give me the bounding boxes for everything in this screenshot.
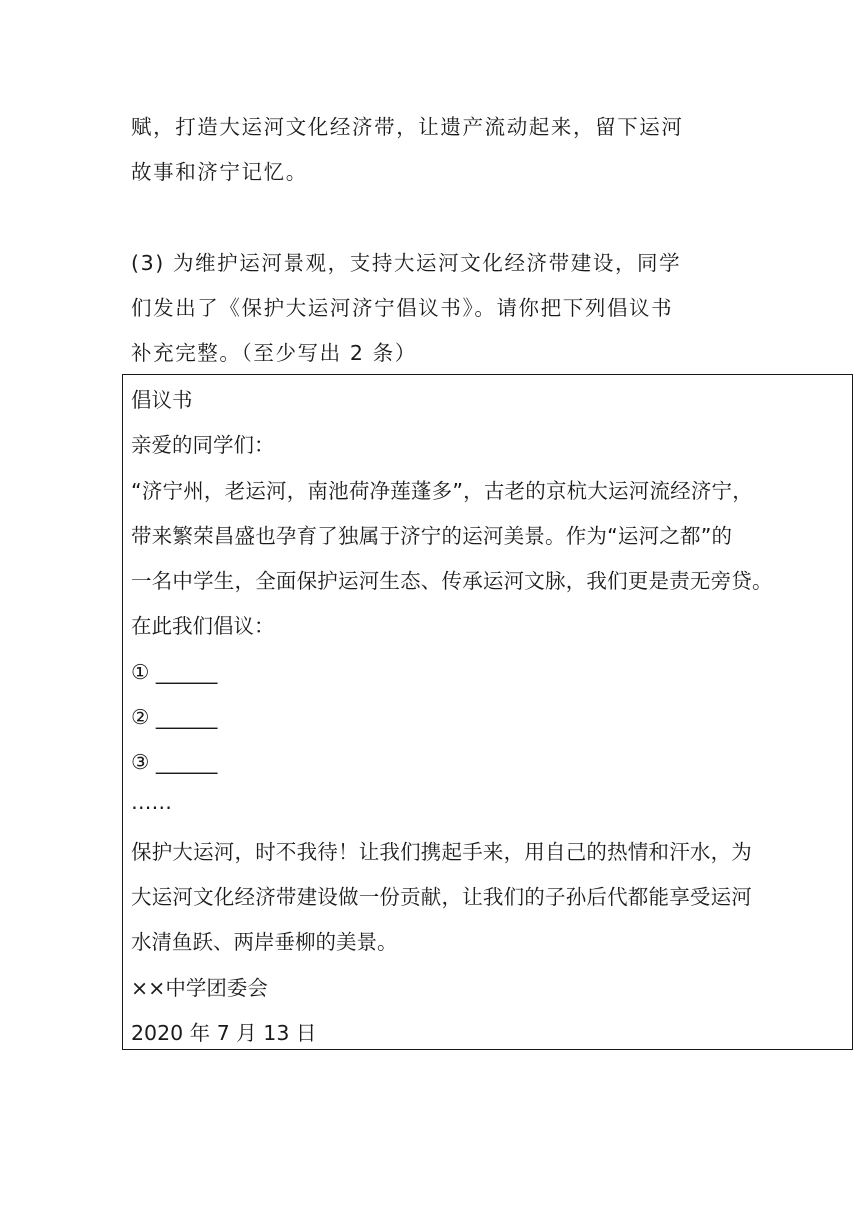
proposal-item-1: ① ______: [131, 660, 218, 684]
proposal-body-line-1: “济宁州，老运河，南池荷净莲蓬多”，古老的京杭大运河流经济宁，: [131, 479, 753, 503]
intro-line-1: 赋，打造大运河文化经济带，让遗产流动起来，留下运河: [131, 115, 684, 139]
proposal-closing-line-1: 保护大运河，时不我待！让我们携起手来，用自己的热情和汗水，为: [131, 840, 752, 864]
proposal-body-line-3: 一名中学生，全面保护运河生态、传承运河文脉，我们更是责无旁贷。: [131, 569, 773, 593]
proposal-signature: ××中学团委会: [131, 976, 268, 1000]
proposal-item-3: ③ ______: [131, 750, 218, 774]
intro-line-2: 故事和济宁记忆。: [131, 160, 308, 184]
proposal-body-line-2: 带来繁荣昌盛也孕育了独属于济宁的运河美景。作为“运河之都”的: [131, 524, 733, 548]
proposal-box: [122, 374, 853, 1050]
proposal-closing-line-2: 大运河文化经济带建设做一份贡献，让我们的子孙后代都能享受运河: [131, 885, 752, 909]
question-line-1: (3) 为维护运河景观，支持大运河文化经济带建设，同学: [131, 251, 682, 275]
question-line-3: 补充完整。（至少写出 2 条）: [131, 341, 417, 365]
proposal-date: 2020 年 7 月 13 日: [131, 1021, 317, 1045]
proposal-item-2: ② ______: [131, 705, 218, 729]
proposal-body-line-4: 在此我们倡议：: [131, 614, 275, 638]
proposal-salutation: 亲爱的同学们：: [131, 433, 275, 457]
proposal-closing-line-3: 水清鱼跃、两岸垂柳的美景。: [131, 930, 398, 954]
question-line-2: 们发出了《保护大运河济宁倡议书》。请你把下列倡议书: [131, 296, 674, 320]
proposal-title: 倡议书: [131, 388, 193, 412]
proposal-ellipsis: ……: [131, 790, 172, 814]
